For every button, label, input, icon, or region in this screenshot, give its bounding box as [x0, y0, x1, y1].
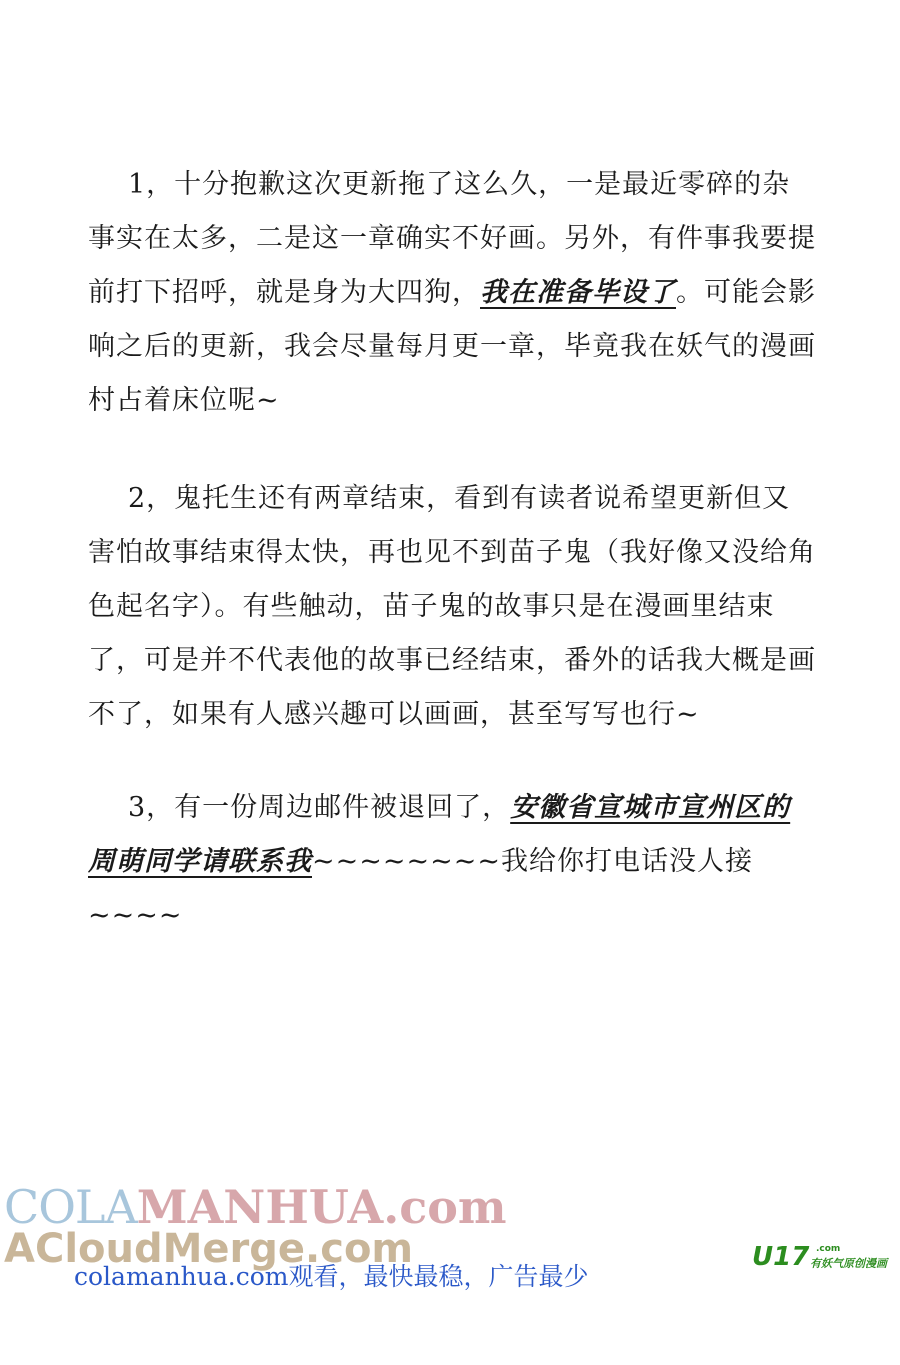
u17-logo [752, 1244, 900, 1276]
u17-logo-domain: .com [816, 1244, 841, 1254]
note-3-highlight: 安徽省宣城市宣州区的周萌同学请联系我 [88, 792, 791, 877]
note-1-text-end: 。可能会影响之后的更新，我会尽量每月更一章，毕竟我在妖气的漫画村占着床位呢~ [88, 277, 816, 416]
note-1-highlight: 我在准备毕设了 [480, 277, 676, 308]
u17-logo-slogan: 有妖气原创漫画 [810, 1257, 887, 1270]
note-2-text: 2，鬼托生还有两章结束，看到有读者说希望更新但又害怕故事结束得太快，再也见不到苗子鬼（我好像又没给角色起名字）。有些触动，苗子鬼的故事只是在漫画里结束了，可是并不代表他的故事已经结束，番外的话我大概是画不了，如果有人感兴趣可以画画，甚至写写也行~ [88, 483, 816, 730]
acloudmerge-watermark: ACloudMerge.com [4, 1226, 414, 1272]
note-paragraph-1 [88, 158, 816, 428]
note-paragraph-3 [88, 781, 816, 943]
site-notice: colamanhua.com观看，最快最稳，广告最少 [74, 1262, 589, 1291]
note-3-text: 3，有一份周边邮件被退回了， [128, 792, 511, 823]
u17-logo-brand: U17 [752, 1242, 810, 1272]
watermark-cola: COLA [4, 1180, 137, 1234]
watermark-manhua: MANHUA.com [136, 1180, 507, 1234]
note-3-text-end: ~~~~~~~~我给你打电话没人接~~~~ [88, 846, 753, 931]
note-1-text: 1，十分抱歉这次更新拖了这么久，一是最近零碎的杂事实在太多，二是这一章确实不好画。另外，有件事我要提前打下招呼，就是身为大四狗， [88, 169, 816, 308]
note-paragraph-2 [88, 472, 816, 742]
